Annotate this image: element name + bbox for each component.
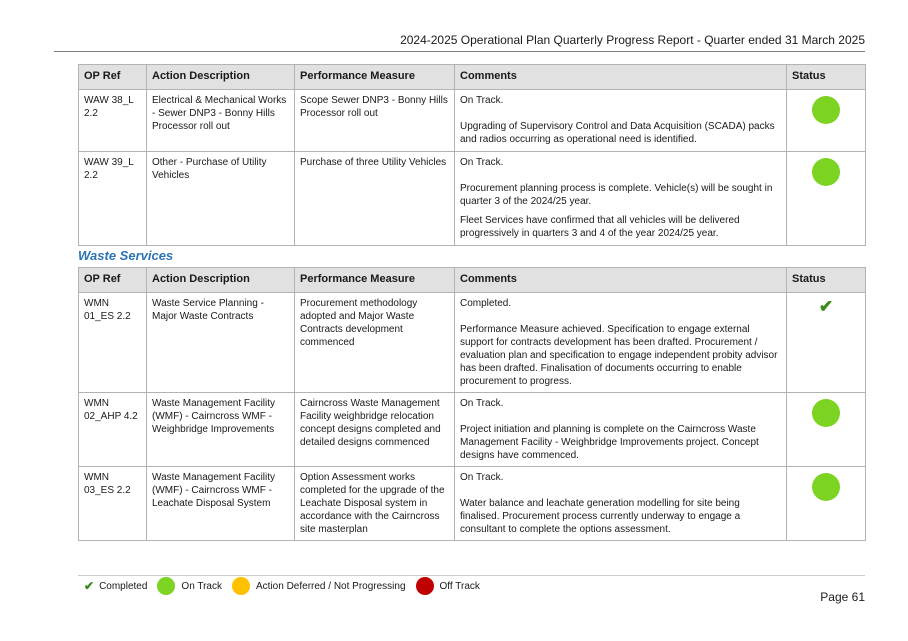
comment-line: On Track. bbox=[460, 472, 504, 483]
report-title: 2024-2025 Operational Plan Quarterly Progress Report - Quarter ended 31 March 2025 bbox=[400, 33, 865, 47]
actions-table-water bbox=[78, 64, 866, 246]
comment-line: Project initiation and planning is complete on the Cairncross Waste Management Facility - Weighbridge Improvements project. Concept designs have commenced. bbox=[460, 424, 759, 461]
comment-line: Upgrading of Supervisory Control and Data Acquisition (SCADA) packs and radios occurring as operational need is identified. bbox=[460, 121, 775, 145]
col-header-performance-measure: Performance Measure bbox=[295, 65, 455, 90]
col-header-op-ref: OP Ref bbox=[79, 65, 147, 90]
col-header-performance-measure: Performance Measure bbox=[295, 268, 455, 293]
comment-line: On Track. bbox=[460, 95, 504, 106]
col-header-action-description: Action Description bbox=[147, 65, 295, 90]
status-cell bbox=[787, 467, 866, 541]
on-track-status-icon bbox=[812, 473, 840, 501]
section-title-waste-services: Waste Services bbox=[78, 248, 174, 263]
amber-circle-icon bbox=[232, 577, 250, 595]
comments-cell bbox=[455, 152, 787, 246]
table-row bbox=[79, 152, 866, 246]
op-ref-cell: WMN 02_AHP 4.2 bbox=[79, 393, 147, 467]
legend-divider bbox=[78, 575, 865, 576]
status-cell bbox=[787, 90, 866, 152]
comment-line: On Track. bbox=[460, 398, 504, 409]
col-header-action-description: Action Description bbox=[147, 268, 295, 293]
action-description-cell: Waste Management Facility (WMF) - Cairncross WMF - Weighbridge Improvements bbox=[147, 393, 295, 467]
page-number: Page 61 bbox=[820, 590, 865, 604]
table-row bbox=[79, 293, 866, 393]
on-track-status-icon bbox=[812, 399, 840, 427]
comment-line: Fleet Services have confirmed that all vehicles will be delivered progressively in quarters 3 and 4 of the year 2024/25 year. bbox=[460, 215, 740, 239]
performance-measure-cell: Procurement methodology adopted and Major Waste Contracts development commenced bbox=[295, 293, 455, 393]
col-header-op-ref: OP Ref bbox=[79, 268, 147, 293]
page-header bbox=[54, 33, 865, 52]
col-header-status: Status bbox=[787, 268, 866, 293]
legend-label: Action Deferred / Not Progressing bbox=[256, 580, 406, 592]
status-legend bbox=[84, 577, 490, 595]
table-row bbox=[79, 393, 866, 467]
actions-table-waste bbox=[78, 267, 866, 541]
comment-line: Completed. bbox=[460, 298, 512, 309]
table-row bbox=[79, 467, 866, 541]
status-cell bbox=[787, 393, 866, 467]
performance-measure-cell: Purchase of three Utility Vehicles bbox=[295, 152, 455, 246]
performance-measure-cell: Cairncross Waste Management Facility weighbridge relocation concept designs completed and detailed designs commenced bbox=[295, 393, 455, 467]
on-track-status-icon bbox=[812, 158, 840, 186]
comment-line: Performance Measure achieved. Specification to engage external support for contracts development has been drafted. Procurement / evaluation plan and specification to engage independent probity advisor has been drafted. Finalisation of documents occurring to enable procurement to progress. bbox=[460, 324, 778, 387]
performance-measure-cell: Scope Sewer DNP3 - Bonny Hills Processor roll out bbox=[295, 90, 455, 152]
comments-cell bbox=[455, 467, 787, 541]
table-header-row bbox=[79, 268, 866, 293]
comment-line: On Track. bbox=[460, 157, 504, 168]
table-header-row bbox=[79, 65, 866, 90]
legend-item-on-track bbox=[157, 577, 222, 595]
col-header-comments: Comments bbox=[455, 65, 787, 90]
checkmark-icon: ✔ bbox=[84, 579, 95, 593]
legend-label: Completed bbox=[99, 580, 148, 592]
comment-line: Procurement planning process is complete. Vehicle(s) will be sought in quarter 3 of the 2024/25 year. bbox=[460, 183, 773, 207]
comment-line: Water balance and leachate generation modelling for site being finalised. Procurement process currently underway to engage a consultant to complete the options assessment. bbox=[460, 498, 741, 535]
legend-item-off-track bbox=[416, 577, 480, 595]
status-cell bbox=[787, 152, 866, 246]
checkmark-icon: ✔ bbox=[818, 297, 834, 316]
action-description-cell: Electrical & Mechanical Works - Sewer DNP3 - Bonny Hills Processor roll out bbox=[147, 90, 295, 152]
table-row bbox=[79, 90, 866, 152]
col-header-status: Status bbox=[787, 65, 866, 90]
performance-measure-cell: Option Assessment works completed for the upgrade of the Leachate Disposal system in accordance with the Cairncross site masterplan bbox=[295, 467, 455, 541]
col-header-comments: Comments bbox=[455, 268, 787, 293]
status-cell bbox=[787, 293, 866, 393]
on-track-status-icon bbox=[812, 96, 840, 124]
legend-item-deferred bbox=[232, 577, 406, 595]
legend-item-completed bbox=[84, 579, 147, 593]
action-description-cell: Waste Management Facility (WMF) - Cairncross WMF - Leachate Disposal System bbox=[147, 467, 295, 541]
op-ref-cell: WMN 01_ES 2.2 bbox=[79, 293, 147, 393]
legend-label: On Track bbox=[181, 580, 222, 592]
op-ref-cell: WAW 38_L 2.2 bbox=[79, 90, 147, 152]
op-ref-cell: WMN 03_ES 2.2 bbox=[79, 467, 147, 541]
action-description-cell: Other - Purchase of Utility Vehicles bbox=[147, 152, 295, 246]
comments-cell bbox=[455, 393, 787, 467]
green-circle-icon bbox=[157, 577, 175, 595]
comments-cell bbox=[455, 293, 787, 393]
op-ref-cell: WAW 39_L 2.2 bbox=[79, 152, 147, 246]
comments-cell bbox=[455, 90, 787, 152]
red-circle-icon bbox=[416, 577, 434, 595]
action-description-cell: Waste Service Planning - Major Waste Contracts bbox=[147, 293, 295, 393]
legend-label: Off Track bbox=[439, 580, 480, 592]
